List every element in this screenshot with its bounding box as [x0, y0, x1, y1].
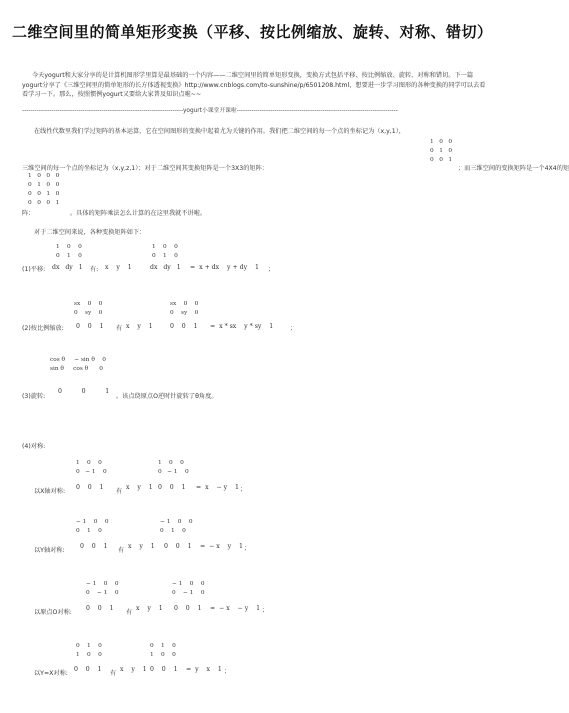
sym-o-point: x y 1 [136, 605, 163, 612]
intro-paragraph: 今天yogurt和大家分享的是计算机图形学里算是最基础的一个内容——二维空间里的简单矩形变换，变换方式包括平移、按比例缩放、旋转、对称和错切。下一篇yogurt分享了《三维空间里的简单矩形的长方体透视变换》http://www.cnblogs.com/to-sunshine/p/6501208.html，想要进一步学习图形的各种变换的同学可以去看看学习一下。那么，按照惯例yogurt又要给大家普及知识点啦~~ [22, 72, 486, 98]
paragraph-matrix-2d: 三维空间的每一个点的坐标记为（x,y,z,1）；对于二维空间其变换矩阵是一个3X3的矩阵： [22, 165, 268, 172]
sym-yx-row3b: 0 0 1 [150, 666, 178, 673]
sym-x-label: 以X轴对称: [34, 488, 66, 495]
sym-y-end: ； [244, 545, 251, 552]
matrix-3x3: 1 0 0 0 1 0 0 0 1 [430, 139, 453, 163]
sym-x-point: x y 1 [126, 484, 153, 491]
sym-x-matrix-b: 1 0 0 0 − 1 0 [158, 460, 189, 475]
paragraph-matrix-label: 阵： [22, 210, 35, 217]
scale-row3: 0 0 1 [76, 323, 104, 330]
sym-yx-result: = y x 1 [186, 666, 222, 673]
scale-label: (2)按比例缩放: [22, 325, 64, 332]
sym-y-matrix: − 1 0 0 0 1 0 [76, 519, 109, 534]
rotate-label: (3)旋转: [22, 393, 46, 400]
translate-row3b: dx dy 1 [150, 264, 181, 271]
sym-yx-matrix-b: 0 1 0 1 0 0 [150, 643, 176, 658]
translate-matrix: 1 0 0 0 1 0 [56, 244, 82, 259]
scale-row3b: 0 0 1 [170, 323, 198, 330]
rotate-note: 。该点绕原点O逆时针旋转了θ角度。 [116, 393, 218, 400]
article-title: 二维空间里的简单矩形变换（平移、按比例缩放、旋转、对称、错切） [12, 23, 493, 41]
sym-y-label: 以Y轴对称: [34, 547, 65, 554]
paragraph-list-intro: 对于二维空间来说，各种变换矩阵如下： [34, 229, 146, 236]
paragraph-matrix-3d: ；而三维空间的变换矩阵是一个4X4的矩 [458, 165, 569, 172]
symmetry-label: (4)对称: [22, 443, 46, 450]
sym-o-have: 有 [126, 609, 133, 616]
sym-x-end: ； [240, 486, 247, 493]
sym-o-label: 以原点O对称: [34, 609, 72, 616]
sym-o-row3: 0 0 1 [86, 605, 114, 612]
sym-o-row3b: 0 0 1 [174, 605, 202, 612]
sym-x-matrix: 1 0 0 0 − 1 0 [76, 460, 107, 475]
sym-x-have: 有 [116, 488, 123, 495]
sym-o-result: = − x − y 1 [210, 605, 261, 612]
translate-row3: dx dy 1 [52, 264, 83, 271]
translate-end: ； [268, 266, 275, 273]
matrix-4x4: 1 0 0 0 0 1 0 0 0 0 1 0 0 0 0 1 [28, 173, 60, 206]
sym-yx-have: 有 [110, 670, 117, 677]
sym-yx-row3: 0 0 1 [74, 666, 102, 673]
scale-point: x y 1 [126, 323, 153, 330]
translate-point: x y 1 [105, 264, 132, 271]
translate-matrix-b: 1 0 0 0 1 0 [152, 244, 178, 259]
paragraph-coordinates: 在线性代数里我们学过矩阵的基本运算，它在空间图形的变换中起着尤为关键的作用。我们把二维空间的每一个点的坐标记为（x,y,1）， [34, 128, 405, 135]
sym-x-result: = x − y 1 [196, 484, 239, 491]
translate-label: (1)平移: [22, 266, 46, 273]
sym-y-matrix-b: − 1 0 0 0 1 0 [160, 519, 193, 534]
scale-end: ； [290, 325, 297, 332]
sym-yx-label: 以Y=X对称: [34, 670, 68, 677]
sym-x-row3b: 0 0 1 [158, 484, 186, 491]
sym-yx-point: x y 1 [120, 666, 147, 673]
scale-have: 有 [116, 325, 123, 332]
sym-y-result: = − x y 1 [200, 543, 243, 550]
translate-result: = x + dx y + dy 1 [190, 264, 259, 271]
scale-result: = x * sx y * sy 1 [210, 323, 274, 330]
rotate-row3: 0 0 1 [58, 388, 110, 395]
sym-y-row3b: 0 0 1 [164, 543, 192, 550]
sym-o-matrix-b: − 1 0 0 0 − 1 0 [172, 581, 205, 596]
sym-y-row3: 0 0 1 [80, 543, 108, 550]
sym-x-row3: 0 0 1 [76, 484, 104, 491]
rotate-matrix: cos θ − sin θ 0 sin θ cos θ 0 [50, 357, 106, 372]
section-divider: -----------------------------------------------------------------------------yogurt小课堂开课啦----------------------------------------------------------------------------- [22, 108, 398, 114]
paragraph-matrix-note: 。具体的矩阵乘法怎么计算的在这里我就不讲啦。 [70, 210, 207, 217]
sym-yx-end: ； [224, 668, 231, 675]
sym-y-have: 有 [118, 547, 125, 554]
scale-matrix-b: sx 0 0 0 sy 0 [170, 301, 199, 316]
sym-o-end: ； [262, 607, 269, 614]
scale-matrix: sx 0 0 0 sy 0 [74, 301, 103, 316]
translate-have: 有: [90, 266, 99, 273]
sym-o-matrix: − 1 0 0 0 − 1 0 [86, 581, 119, 596]
sym-yx-matrix: 0 1 0 1 0 0 [76, 643, 102, 658]
sym-y-point: x y 1 [128, 543, 155, 550]
